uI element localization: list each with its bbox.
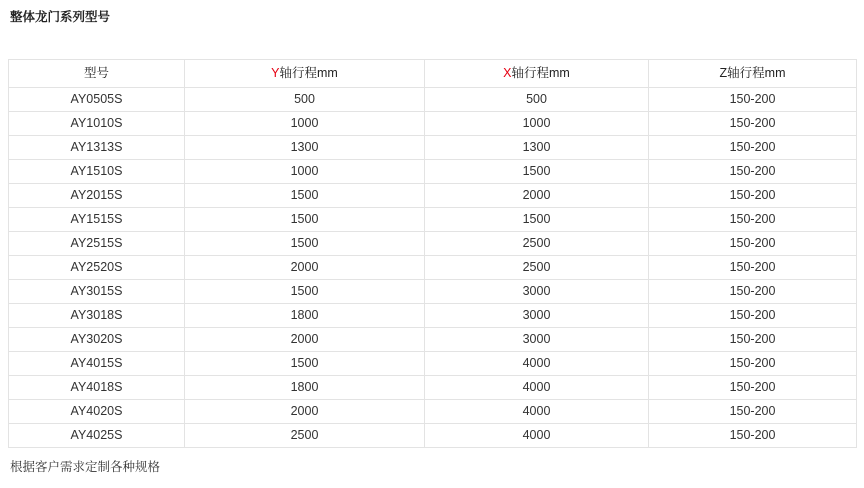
table-cell: 150-200 xyxy=(649,352,857,376)
cell-model: AY4025S xyxy=(9,424,185,448)
table-cell: 150-200 xyxy=(649,328,857,352)
cell-model: AY4018S xyxy=(9,376,185,400)
table-row xyxy=(9,160,857,184)
cell-model: AY2015S xyxy=(9,184,185,208)
table-cell: 150-200 xyxy=(649,208,857,232)
table-header xyxy=(9,60,857,88)
table-row xyxy=(9,328,857,352)
table-cell: 2000 xyxy=(185,328,425,352)
table-cell: 500 xyxy=(425,88,649,112)
column-header-0 xyxy=(9,60,185,88)
table-cell: 3000 xyxy=(425,304,649,328)
column-header-text: Z轴行程mm xyxy=(719,66,786,80)
table-cell: 4000 xyxy=(425,424,649,448)
table-cell: 4000 xyxy=(425,400,649,424)
cell-model: AY3020S xyxy=(9,328,185,352)
table-cell: 1800 xyxy=(185,376,425,400)
table-row xyxy=(9,424,857,448)
cell-model: AY2520S xyxy=(9,256,185,280)
table-cell: 4000 xyxy=(425,352,649,376)
column-header-axis-letter: Y xyxy=(271,66,280,80)
specification-table xyxy=(8,59,857,448)
table-cell: 1000 xyxy=(185,160,425,184)
column-header-1 xyxy=(185,60,425,88)
table-cell: 2500 xyxy=(425,232,649,256)
table-cell: 2000 xyxy=(185,400,425,424)
footnote: 根据客户需求定制各种规格 xyxy=(10,460,161,474)
table-row xyxy=(9,184,857,208)
table-cell: 150-200 xyxy=(649,256,857,280)
table-row xyxy=(9,400,857,424)
cell-model: AY0505S xyxy=(9,88,185,112)
cell-model: AY4015S xyxy=(9,352,185,376)
table-cell: 150-200 xyxy=(649,184,857,208)
page-title: 整体龙门系列型号 xyxy=(10,10,111,24)
table-cell: 150-200 xyxy=(649,424,857,448)
table-row xyxy=(9,232,857,256)
table-cell: 1300 xyxy=(425,136,649,160)
table-row xyxy=(9,352,857,376)
table-cell: 1300 xyxy=(185,136,425,160)
table-row xyxy=(9,304,857,328)
table-cell: 2000 xyxy=(185,256,425,280)
table-cell: 1000 xyxy=(425,112,649,136)
cell-model: AY3018S xyxy=(9,304,185,328)
table-cell: 150-200 xyxy=(649,136,857,160)
table-row xyxy=(9,208,857,232)
table-cell: 1000 xyxy=(185,112,425,136)
table-cell: 1500 xyxy=(185,208,425,232)
column-header-2 xyxy=(425,60,649,88)
cell-model: AY1313S xyxy=(9,136,185,160)
table-cell: 4000 xyxy=(425,376,649,400)
table-cell: 3000 xyxy=(425,280,649,304)
cell-model: AY2515S xyxy=(9,232,185,256)
table-cell: 150-200 xyxy=(649,232,857,256)
table-row xyxy=(9,136,857,160)
table-cell: 150-200 xyxy=(649,280,857,304)
table-cell: 150-200 xyxy=(649,304,857,328)
table-cell: 1500 xyxy=(425,208,649,232)
cell-model: AY3015S xyxy=(9,280,185,304)
table-cell: 150-200 xyxy=(649,88,857,112)
column-header-3 xyxy=(649,60,857,88)
cell-model: AY1515S xyxy=(9,208,185,232)
table-row xyxy=(9,376,857,400)
table-header-row xyxy=(9,60,857,88)
cell-model: AY4020S xyxy=(9,400,185,424)
column-header-text: 型号 xyxy=(83,66,109,80)
column-header-axis-letter: X xyxy=(503,66,512,80)
column-header-text: 轴行程mm xyxy=(511,66,570,80)
table-cell: 1500 xyxy=(185,184,425,208)
table-cell: 2000 xyxy=(425,184,649,208)
table-body xyxy=(9,88,857,448)
table-cell: 500 xyxy=(185,88,425,112)
column-header-text: 轴行程mm xyxy=(279,66,338,80)
document-page xyxy=(0,8,864,488)
table-cell: 150-200 xyxy=(649,400,857,424)
table-cell: 2500 xyxy=(425,256,649,280)
table-cell: 1500 xyxy=(185,280,425,304)
table-cell: 1500 xyxy=(185,352,425,376)
table-cell: 150-200 xyxy=(649,160,857,184)
table-cell: 150-200 xyxy=(649,112,857,136)
table-cell: 1500 xyxy=(185,232,425,256)
table-cell: 1800 xyxy=(185,304,425,328)
cell-model: AY1510S xyxy=(9,160,185,184)
table-row xyxy=(9,88,857,112)
table-cell: 3000 xyxy=(425,328,649,352)
table-cell: 2500 xyxy=(185,424,425,448)
table-cell: 1500 xyxy=(425,160,649,184)
table-row xyxy=(9,280,857,304)
cell-model: AY1010S xyxy=(9,112,185,136)
table-row xyxy=(9,112,857,136)
table-cell: 150-200 xyxy=(649,376,857,400)
table-row xyxy=(9,256,857,280)
